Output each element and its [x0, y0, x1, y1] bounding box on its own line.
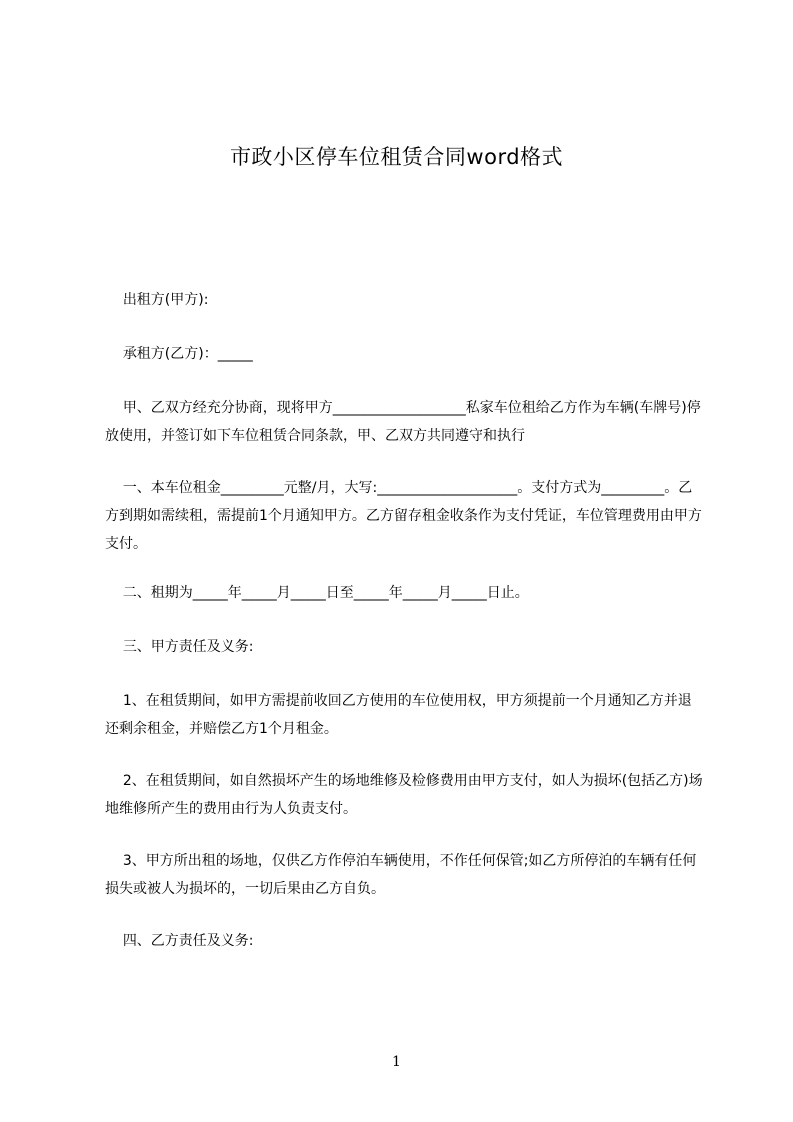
paragraph-clause-3-item-1: 1、在租赁期间，如甲方需提前收回乙方使用的车位使用权，甲方须提前一个月通知乙方并退还剩余租金，并赔偿乙方1个月租金。	[105, 693, 692, 737]
page-number: 1	[392, 1054, 401, 1070]
paragraph-clause-4-heading: 四、乙方责任及义务:	[105, 933, 254, 949]
paragraph-lessee: 承租方(乙方)：_____	[105, 346, 253, 362]
paragraph-clause-1: 一、本车位租金_________元整/月，大写:____________________。支付方式为_________。乙方到期如需续租，需提前1个月通知甲方。乙方留存租金收条作为支付凭证，车位管理费用由甲方支付。	[105, 480, 702, 552]
paragraph-clause-3-item-2: 2、在租赁期间，如自然损坏产生的场地维修及检修费用由甲方支付，如人为损坏(包括乙方)场地维修所产生的费用由行为人负责支付。	[105, 773, 703, 817]
document-title: 市政小区停车位租赁合同word格式	[229, 145, 564, 169]
paragraph-clause-3-heading: 三、甲方责任及义务:	[105, 639, 254, 655]
paragraph-clause-3-item-3: 3、甲方所出租的场地，仅供乙方作停泊车辆使用，不作任何保管;如乙方所停泊的车辆有任何损失或被人为损坏的，一切后果由乙方自负。	[105, 853, 697, 897]
paragraph-lessor: 出租方(甲方):	[105, 292, 209, 308]
paragraph-clause-2: 二、租期为_____年_____月_____日至_____年_____月_____日止。	[105, 585, 529, 601]
paragraph-intro: 甲、乙双方经充分协商，现将甲方___________________私家车位租给乙方作为车辆(车牌号)停放使用，并签订如下车位租赁合同条款，甲、乙双方共同遵守和执行	[105, 400, 701, 444]
